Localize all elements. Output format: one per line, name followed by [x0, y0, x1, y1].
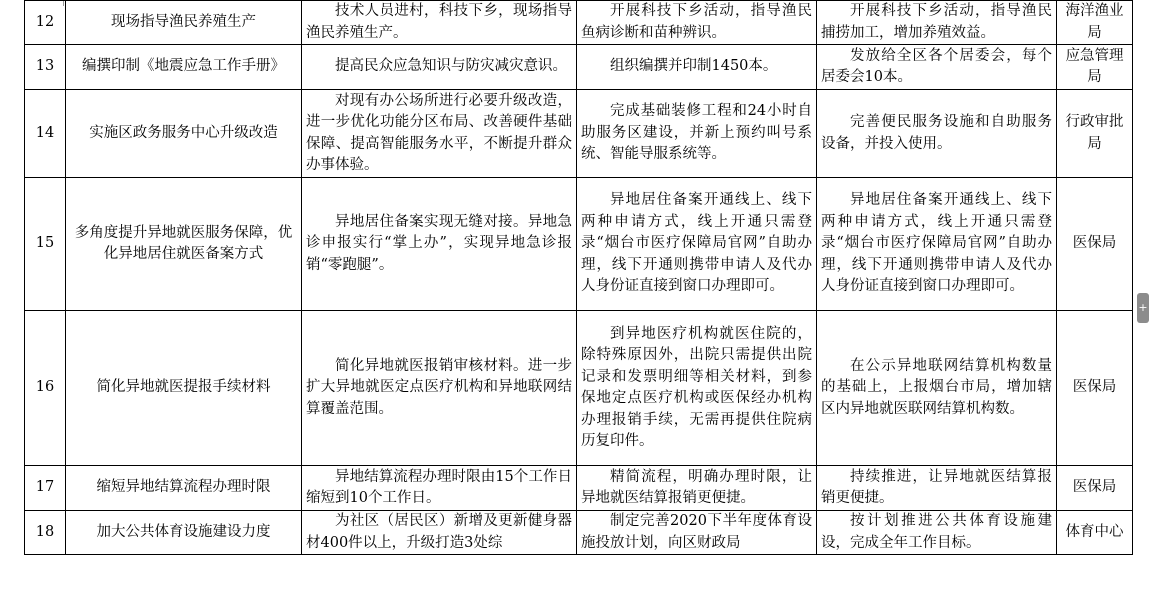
- cell-result: 按计划推进公共体育设施建设，完成全年工作目标。: [817, 511, 1057, 555]
- table-row: [25, 511, 1133, 555]
- cell-result: 异地居住备案开通线上、线下两种申请方式，线上开通只需登录“烟台市医疗保障局官网”自助办理，线下开通则携带申请人及代办人身份证直接到窗口办理即可。: [817, 178, 1057, 311]
- table-row: [25, 45, 1133, 90]
- table-row: [25, 90, 1133, 178]
- table-row: [25, 178, 1133, 311]
- cell-goal: 异地结算流程办理时限由15个工作日缩短到10个工作日。: [302, 466, 577, 511]
- cell-goal: 提高民众应急知识与防灾减灾意识。: [302, 45, 577, 90]
- cell-goal: 异地居住备案实现无缝对接。异地急诊申报实行“掌上办”，实现异地急诊报销“零跑腿”。: [302, 178, 577, 311]
- cell-dept: 医保局: [1057, 178, 1133, 311]
- cell-measure: 制定完善2020下半年度体育设施投放计划，向区财政局: [577, 511, 817, 555]
- expand-handle[interactable]: [1137, 293, 1149, 323]
- cell-name: 多角度提升异地就医服务保障，优化异地居住就医备案方式: [66, 178, 302, 311]
- cell-num: 17: [25, 466, 66, 511]
- cell-measure: 开展科技下乡活动，指导渔民鱼病诊断和苗种辨识。: [577, 1, 817, 45]
- work-plan-table: [24, 0, 1133, 555]
- cell-result: 发放给全区各个居委会，每个居委会10本。: [817, 45, 1057, 90]
- cell-num: 12: [25, 1, 66, 45]
- plus-icon: +: [1138, 301, 1148, 314]
- cell-measure: 组织编撰并印制1450本。: [577, 45, 817, 90]
- cell-result: 持续推进，让异地就医结算报销更便捷。: [817, 466, 1057, 511]
- cell-measure: 到异地医疗机构就医住院的，除特殊原因外，出院只需提供出院记录和发票明细等相关材料，到参保地定点医疗机构或医保经办机构办理报销手续，无需再提供住院病历复印件。: [577, 311, 817, 466]
- cell-dept: 海洋渔业局: [1057, 1, 1133, 45]
- cell-measure: 异地居住备案开通线上、线下两种申请方式，线上开通只需登录“烟台市医疗保障局官网”自助办理，线下开通则携带申请人及代办人身份证直接到窗口办理即可。: [577, 178, 817, 311]
- table-row: [25, 1, 1133, 45]
- cell-dept: 应急管理局: [1057, 45, 1133, 90]
- cell-name: 实施区政务服务中心升级改造: [66, 90, 302, 178]
- cell-name: 现场指导渔民养殖生产: [66, 1, 302, 45]
- cell-goal: 技术人员进村，科技下乡，现场指导渔民养殖生产。: [302, 1, 577, 45]
- table-body: [25, 1, 1133, 555]
- cell-dept: 行政审批局: [1057, 90, 1133, 178]
- cell-goal: 简化异地就医报销审核材料。进一步扩大异地就医定点医疗机构和异地联网结算覆盖范围。: [302, 311, 577, 466]
- cell-name: 编撰印制《地震应急工作手册》: [66, 45, 302, 90]
- cell-num: 15: [25, 178, 66, 311]
- cell-num: 16: [25, 311, 66, 466]
- cell-num: 13: [25, 45, 66, 90]
- cell-dept: 医保局: [1057, 311, 1133, 466]
- table-row: [25, 466, 1133, 511]
- cell-measure: 完成基础装修工程和24小时自助服务区建设，并新上预约叫号系统、智能导服系统等。: [577, 90, 817, 178]
- cell-measure: 精简流程，明确办理时限，让异地就医结算报销更便捷。: [577, 466, 817, 511]
- cell-num: 18: [25, 511, 66, 555]
- cell-result: 完善便民服务设施和自助服务设备，并投入使用。: [817, 90, 1057, 178]
- cell-goal: 为社区（居民区）新增及更新健身器材400件以上，升级打造3处综: [302, 511, 577, 555]
- cell-name: 加大公共体育设施建设力度: [66, 511, 302, 555]
- cell-name: 简化异地就医提报手续材料: [66, 311, 302, 466]
- table-row: [25, 311, 1133, 466]
- cell-result: 开展科技下乡活动，指导渔民捕捞加工，增加养殖效益。: [817, 1, 1057, 45]
- cell-name: 缩短异地结算流程办理时限: [66, 466, 302, 511]
- cell-dept: 医保局: [1057, 466, 1133, 511]
- cell-dept: 体育中心: [1057, 511, 1133, 555]
- cell-num: 14: [25, 90, 66, 178]
- cell-goal: 对现有办公场所进行必要升级改造，进一步优化功能分区布局、改善硬件基础保障、提高智能服务水平，不断提升群众办事体验。: [302, 90, 577, 178]
- cell-result: 在公示异地联网结算机构数量的基础上，上报烟台市局，增加辖区内异地就医联网结算机构数。: [817, 311, 1057, 466]
